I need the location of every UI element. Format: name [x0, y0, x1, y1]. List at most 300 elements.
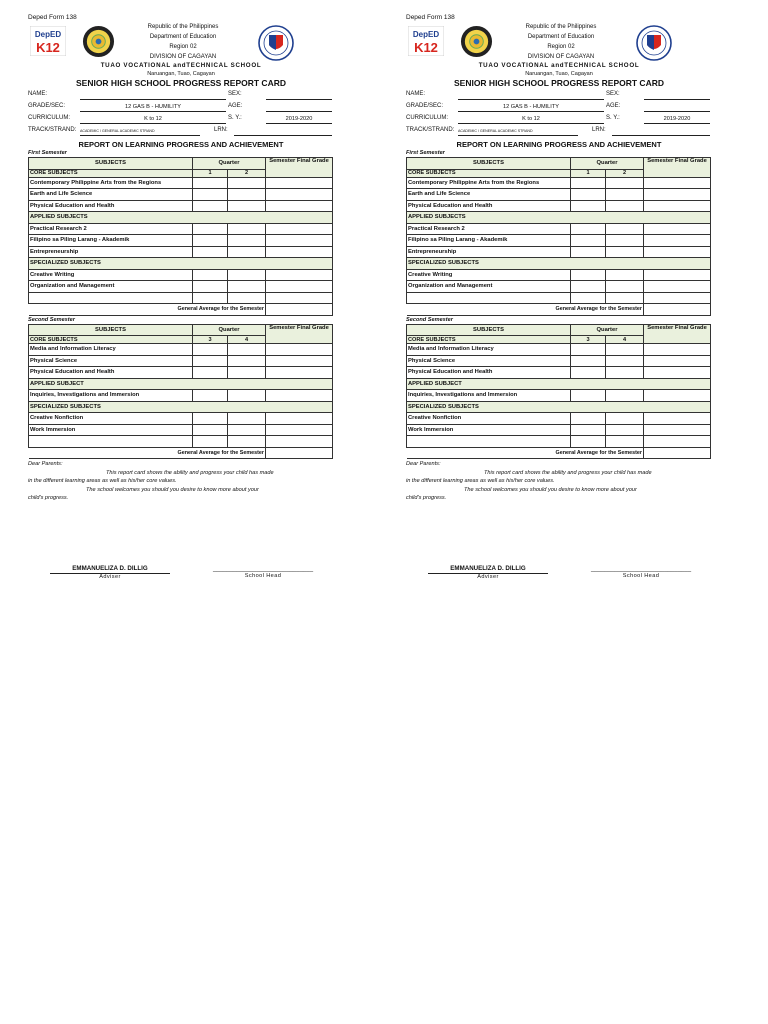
grade-cell — [571, 390, 606, 402]
category-label: CORE SUBJECTS — [407, 169, 571, 177]
grade-cell — [644, 355, 711, 367]
name-label: NAME: — [406, 91, 426, 97]
grade-cell — [266, 367, 333, 379]
school-seal-icon — [82, 25, 115, 58]
report-title: REPORT ON LEARNING PROGRESS AND ACHIEVEMENT — [78, 140, 284, 149]
category-label: SPECIALIZED SUBJECTS — [407, 258, 711, 270]
grade-cell — [193, 436, 228, 448]
final-grade-header: Semester Final Grade — [644, 324, 711, 344]
grade-cell — [606, 436, 644, 448]
quarter-header: Quarter — [571, 324, 644, 336]
grade-label: GRADE/SEC: — [28, 103, 66, 109]
subject-name: Physical Education and Health — [407, 200, 571, 212]
school-head-signature — [196, 565, 330, 580]
government-header — [501, 22, 621, 62]
subject-name: Entrepreneurship — [407, 246, 571, 258]
student-info — [406, 89, 712, 139]
grade-cell — [228, 235, 266, 247]
general-average-cell — [644, 447, 711, 459]
grade-cell — [193, 177, 228, 189]
name-label: NAME: — [28, 91, 48, 97]
subject-name: Filipino sa Piling Larang - Akademik — [29, 235, 193, 247]
school-head-role: School Head — [622, 572, 660, 579]
track-label: TRACK/STRAND: — [28, 127, 77, 133]
blank-row — [407, 436, 711, 448]
subject-name: Work Immersion — [29, 424, 193, 436]
final-grade-header: Semester Final Grade — [266, 158, 333, 178]
grade-cell — [266, 355, 333, 367]
subject-row — [29, 177, 333, 189]
grade-cell — [606, 413, 644, 425]
grade-cell — [193, 390, 228, 402]
school-head-line: ______________________________ — [212, 565, 314, 572]
category-label: CORE SUBJECTS — [29, 336, 193, 344]
curriculum-field: K to 12 — [458, 115, 604, 124]
average-row — [407, 304, 711, 316]
signatures — [406, 565, 712, 595]
final-grade-header: Semester Final Grade — [644, 158, 711, 178]
grade-cell — [606, 246, 644, 258]
semester-label: First Semester — [406, 150, 445, 156]
grade-cell — [644, 235, 711, 247]
grades-table-second-semester — [406, 324, 711, 460]
grade-cell — [228, 200, 266, 212]
subject-name: Creative Writing — [407, 269, 571, 281]
general-average-cell — [266, 304, 333, 316]
quarter-number: 3 — [571, 336, 606, 344]
subject-row — [29, 246, 333, 258]
grade-cell — [193, 246, 228, 258]
age-field — [644, 103, 710, 112]
sy-label: S. Y.: — [228, 115, 242, 121]
final-grade-header: Semester Final Grade — [266, 324, 333, 344]
grade-cell — [266, 292, 333, 304]
deped-k12-logo — [408, 26, 444, 56]
card-title: SENIOR HIGH SCHOOL PROGRESS REPORT CARD — [75, 78, 286, 88]
grade-cell — [644, 367, 711, 379]
grade-cell — [266, 235, 333, 247]
grade-cell — [266, 200, 333, 212]
lrn-label: LRN: — [214, 127, 228, 133]
grade-cell — [571, 246, 606, 258]
grade-cell — [193, 223, 228, 235]
grade-cell — [266, 413, 333, 425]
grade-cell — [193, 292, 228, 304]
category-row — [407, 378, 711, 390]
semester-label: Second Semester — [28, 316, 75, 323]
grade-cell — [193, 200, 228, 212]
deped-seal-icon — [258, 25, 294, 61]
category-row — [407, 258, 711, 270]
subject-name: Physical Science — [29, 355, 193, 367]
grade-cell — [266, 344, 333, 356]
grade-cell — [266, 436, 333, 448]
sy-field: 2019-2020 — [644, 115, 710, 124]
quarter-header: Quarter — [193, 158, 266, 170]
table-header-row — [29, 324, 333, 336]
grade-cell — [644, 189, 711, 201]
parents-note-line: child's progress. — [28, 495, 69, 501]
grade-cell — [571, 355, 606, 367]
grade-cell — [644, 413, 711, 425]
subject-name: Work Immersion — [407, 424, 571, 436]
grade-cell — [228, 281, 266, 293]
category-label: SPECIALIZED SUBJECTS — [29, 258, 333, 270]
subject-name: Media and Information Literacy — [29, 344, 193, 356]
general-average-label: General Average for the Semester — [29, 447, 266, 459]
grade-cell — [228, 269, 266, 281]
grade-cell — [266, 269, 333, 281]
category-label: APPLIED SUBJECT — [407, 378, 711, 390]
grade-cell — [193, 189, 228, 201]
subject-name: Physical Education and Health — [29, 200, 193, 212]
grade-cell — [644, 269, 711, 281]
curriculum-label: CURRICULUM: — [406, 115, 448, 121]
grade-cell — [266, 390, 333, 402]
signatures — [28, 565, 334, 595]
parents-note — [406, 460, 712, 503]
category-label: APPLIED SUBJECT — [29, 378, 333, 390]
general-average-cell — [644, 304, 711, 316]
general-average-cell — [266, 447, 333, 459]
parents-salutation: Dear Parents: — [28, 461, 63, 467]
gov-line: Republic of the Philippines — [525, 24, 597, 30]
table-header-row — [29, 158, 333, 170]
grade-cell — [571, 177, 606, 189]
category-label: APPLIED SUBJECTS — [29, 212, 333, 224]
school-name: TUAO VOCATIONAL andTECHNICAL SCHOOL — [100, 62, 262, 69]
grade-cell — [266, 424, 333, 436]
subject-name: Contemporary Philippine Arts from the Regions — [29, 177, 193, 189]
category-row — [407, 212, 711, 224]
curriculum-field: K to 12 — [80, 115, 226, 124]
sex-field — [644, 91, 710, 100]
subject-row — [407, 189, 711, 201]
subject-row — [407, 390, 711, 402]
general-average-label: General Average for the Semester — [407, 447, 644, 459]
grade-cell — [606, 390, 644, 402]
category-row — [29, 378, 333, 390]
subject-row — [407, 344, 711, 356]
sex-label: SEX: — [606, 91, 620, 97]
subject-row — [407, 246, 711, 258]
grade-cell — [228, 390, 266, 402]
grade-cell — [571, 223, 606, 235]
grade-cell — [571, 235, 606, 247]
deped-logo-text: DepED — [34, 30, 62, 39]
report-card-right — [406, 14, 712, 595]
subject-name: Inquiries, Investigations and Immersion — [407, 390, 571, 402]
subject-name: Creative Writing — [29, 269, 193, 281]
subject-row — [407, 177, 711, 189]
subject-row — [29, 281, 333, 293]
semester-label: First Semester — [28, 150, 67, 156]
grade-cell — [228, 292, 266, 304]
grade-cell — [606, 367, 644, 379]
grade-cell — [29, 436, 193, 448]
grade-cell — [193, 269, 228, 281]
parents-note-line: The school welcomes you should you desire to know more about your — [464, 486, 637, 493]
grade-cell — [571, 292, 606, 304]
track-field: ACADEMIC / GENERAL ACADEMIC STRAND — [458, 127, 578, 136]
grade-cell — [644, 292, 711, 304]
grade-cell — [644, 200, 711, 212]
grade-cell — [606, 424, 644, 436]
grade-cell — [606, 281, 644, 293]
blank-row — [407, 292, 711, 304]
grade-cell — [606, 344, 644, 356]
category-label: CORE SUBJECTS — [407, 336, 571, 344]
grade-cell — [193, 367, 228, 379]
grade-label: GRADE/SEC: — [406, 103, 444, 109]
deped-k12-logo — [30, 26, 66, 56]
category-label: SPECIALIZED SUBJECTS — [29, 401, 333, 413]
school-name: TUAO VOCATIONAL andTECHNICAL SCHOOL — [478, 62, 640, 69]
grade-cell — [193, 424, 228, 436]
general-average-label: General Average for the Semester — [407, 304, 644, 316]
school-address: Naruangan, Tuao, Cagayan — [525, 71, 593, 77]
grade-cell — [228, 436, 266, 448]
grade-cell — [193, 344, 228, 356]
grade-cell — [644, 424, 711, 436]
grade-cell — [228, 413, 266, 425]
deped-logo-text: DepED — [412, 30, 440, 39]
subject-row — [407, 424, 711, 436]
quarter-header: Quarter — [571, 158, 644, 170]
subject-name: Physical Education and Health — [407, 367, 571, 379]
subject-row — [407, 235, 711, 247]
subject-row — [29, 269, 333, 281]
subject-row — [29, 344, 333, 356]
category-row — [407, 401, 711, 413]
school-address: Naruangan, Tuao, Cagayan — [147, 71, 215, 77]
subject-name: Inquiries, Investigations and Immersion — [29, 390, 193, 402]
subject-row — [29, 413, 333, 425]
grade-cell — [644, 344, 711, 356]
sy-field: 2019-2020 — [266, 115, 332, 124]
adviser-role: Adviser — [99, 573, 121, 580]
gov-line: Region 02 — [547, 44, 575, 50]
subjects-header: SUBJECTS — [407, 324, 571, 336]
grade-cell — [606, 177, 644, 189]
government-header — [123, 22, 243, 62]
quarter-number: 2 — [228, 169, 266, 177]
category-label: CORE SUBJECTS — [29, 169, 193, 177]
subject-row — [29, 367, 333, 379]
grade-cell — [228, 177, 266, 189]
adviser-signature — [428, 565, 548, 581]
grade-cell — [571, 424, 606, 436]
grade-cell — [606, 223, 644, 235]
grade-cell — [193, 281, 228, 293]
subject-name: Organization and Management — [407, 281, 571, 293]
grade-cell — [266, 223, 333, 235]
age-label: AGE: — [228, 103, 243, 109]
parents-note — [28, 460, 334, 503]
grade-field: 12 GAS B - HUMILITY — [80, 103, 226, 112]
parents-note-line: in the different learning areas as well as his/her core values. — [28, 478, 177, 484]
subject-name: Media and Information Literacy — [407, 344, 571, 356]
grade-cell — [606, 355, 644, 367]
adviser-name: EMMANUELIZA D. DILLIG — [428, 565, 548, 574]
subjects-header: SUBJECTS — [29, 324, 193, 336]
subject-row — [29, 223, 333, 235]
quarter-number: 2 — [606, 169, 644, 177]
table-header-row — [407, 158, 711, 170]
sy-label: S. Y.: — [606, 115, 620, 121]
subject-name: Filipino sa Piling Larang - Akademik — [407, 235, 571, 247]
sex-label: SEX: — [228, 91, 242, 97]
grade-cell — [228, 355, 266, 367]
subject-row — [407, 355, 711, 367]
grade-cell — [407, 436, 571, 448]
card-title: SENIOR HIGH SCHOOL PROGRESS REPORT CARD — [453, 78, 664, 88]
quarter-number: 1 — [571, 169, 606, 177]
table-header-row — [407, 324, 711, 336]
grade-cell — [571, 200, 606, 212]
grade-cell — [644, 246, 711, 258]
school-head-signature — [574, 565, 708, 580]
subject-name: Earth and Life Science — [407, 189, 571, 201]
average-row — [407, 447, 711, 459]
adviser-signature — [50, 565, 170, 581]
grade-cell — [571, 413, 606, 425]
grade-cell — [228, 424, 266, 436]
grades-table-second-semester — [28, 324, 333, 460]
adviser-name: EMMANUELIZA D. DILLIG — [50, 565, 170, 574]
subjects-header: SUBJECTS — [407, 158, 571, 170]
grade-cell — [266, 281, 333, 293]
grade-cell — [606, 235, 644, 247]
subject-row — [29, 355, 333, 367]
grade-cell — [266, 189, 333, 201]
general-average-label: General Average for the Semester — [29, 304, 266, 316]
average-row — [29, 304, 333, 316]
grades-table-first-semester — [28, 157, 333, 316]
name-field — [80, 91, 226, 100]
deped-seal-icon — [636, 25, 672, 61]
subject-row — [29, 235, 333, 247]
grade-cell — [571, 367, 606, 379]
grade-cell — [644, 436, 711, 448]
age-label: AGE: — [606, 103, 621, 109]
grade-cell — [266, 246, 333, 258]
school-head-line: ______________________________ — [590, 565, 692, 572]
grade-cell — [644, 390, 711, 402]
age-field — [266, 103, 332, 112]
grade-cell — [228, 367, 266, 379]
category-label: APPLIED SUBJECTS — [407, 212, 711, 224]
grade-cell — [228, 189, 266, 201]
report-title: REPORT ON LEARNING PROGRESS AND ACHIEVEMENT — [456, 140, 662, 149]
parents-note-line: This report card shows the ability and progress your child has made — [484, 469, 652, 476]
subject-name: Physical Science — [407, 355, 571, 367]
track-field: ACADEMIC / GENERAL ACADEMIC STRAND — [80, 127, 200, 136]
blank-row — [29, 436, 333, 448]
grade-cell — [228, 223, 266, 235]
subject-name: Creative Nonfiction — [407, 413, 571, 425]
subject-name: Entrepreneurship — [29, 246, 193, 258]
category-row — [29, 401, 333, 413]
grade-cell — [193, 413, 228, 425]
grade-cell — [266, 177, 333, 189]
blank-row — [29, 292, 333, 304]
gov-line: Department of Education — [527, 34, 595, 40]
grade-cell — [644, 281, 711, 293]
parents-note-line: in the different learning areas as well as his/her core values. — [406, 478, 555, 484]
grade-cell — [606, 189, 644, 201]
curriculum-label: CURRICULUM: — [28, 115, 70, 121]
student-info — [28, 89, 334, 139]
subject-row — [407, 269, 711, 281]
parents-note-line: child's progress. — [406, 495, 447, 501]
subject-name: Contemporary Philippine Arts from the Regions — [407, 177, 571, 189]
subject-name: Creative Nonfiction — [29, 413, 193, 425]
adviser-role: Adviser — [477, 573, 499, 580]
quarter-number: 4 — [606, 336, 644, 344]
subject-row — [407, 200, 711, 212]
form-label: Deped Form 138 — [406, 14, 455, 21]
subject-row — [29, 424, 333, 436]
subject-row — [407, 223, 711, 235]
subject-row — [29, 390, 333, 402]
parents-note-line: The school welcomes you should you desire to know more about your — [86, 486, 259, 493]
k12-logo-text: K12 — [36, 40, 60, 55]
school-head-role: School Head — [244, 572, 282, 579]
grade-cell — [606, 269, 644, 281]
grade-cell — [606, 292, 644, 304]
lrn-label: LRN: — [592, 127, 606, 133]
category-row — [29, 258, 333, 270]
lrn-field — [234, 127, 332, 136]
grade-cell — [606, 200, 644, 212]
grade-cell — [644, 177, 711, 189]
grade-cell — [571, 269, 606, 281]
subject-row — [407, 281, 711, 293]
subjects-header: SUBJECTS — [29, 158, 193, 170]
semester-label: Second Semester — [406, 316, 453, 323]
subject-name: Physical Education and Health — [29, 367, 193, 379]
parents-salutation: Dear Parents: — [406, 461, 441, 467]
track-label: TRACK/STRAND: — [406, 127, 455, 133]
gov-line: DIVISION OF CAGAYAN — [149, 54, 217, 60]
k12-logo-text: K12 — [414, 40, 438, 55]
parents-note-line: This report card shows the ability and progress your child has made — [106, 469, 274, 476]
quarter-header: Quarter — [193, 324, 266, 336]
subject-row — [407, 413, 711, 425]
quarter-number: 3 — [193, 336, 228, 344]
grade-cell — [407, 292, 571, 304]
school-seal-icon — [460, 25, 493, 58]
quarter-number: 4 — [228, 336, 266, 344]
report-card-left — [28, 14, 334, 595]
subject-row — [29, 189, 333, 201]
sex-field — [266, 91, 332, 100]
quarter-number: 1 — [193, 169, 228, 177]
gov-line: Republic of the Philippines — [147, 24, 219, 30]
subject-name: Practical Research 2 — [407, 223, 571, 235]
gov-line: DIVISION OF CAGAYAN — [527, 54, 595, 60]
grade-cell — [571, 281, 606, 293]
grade-cell — [571, 344, 606, 356]
grade-cell — [29, 292, 193, 304]
card-header — [28, 22, 334, 62]
grade-cell — [228, 246, 266, 258]
gov-line: Department of Education — [149, 34, 217, 40]
form-label: Deped Form 138 — [28, 14, 77, 21]
grade-cell — [193, 355, 228, 367]
lrn-field — [612, 127, 710, 136]
